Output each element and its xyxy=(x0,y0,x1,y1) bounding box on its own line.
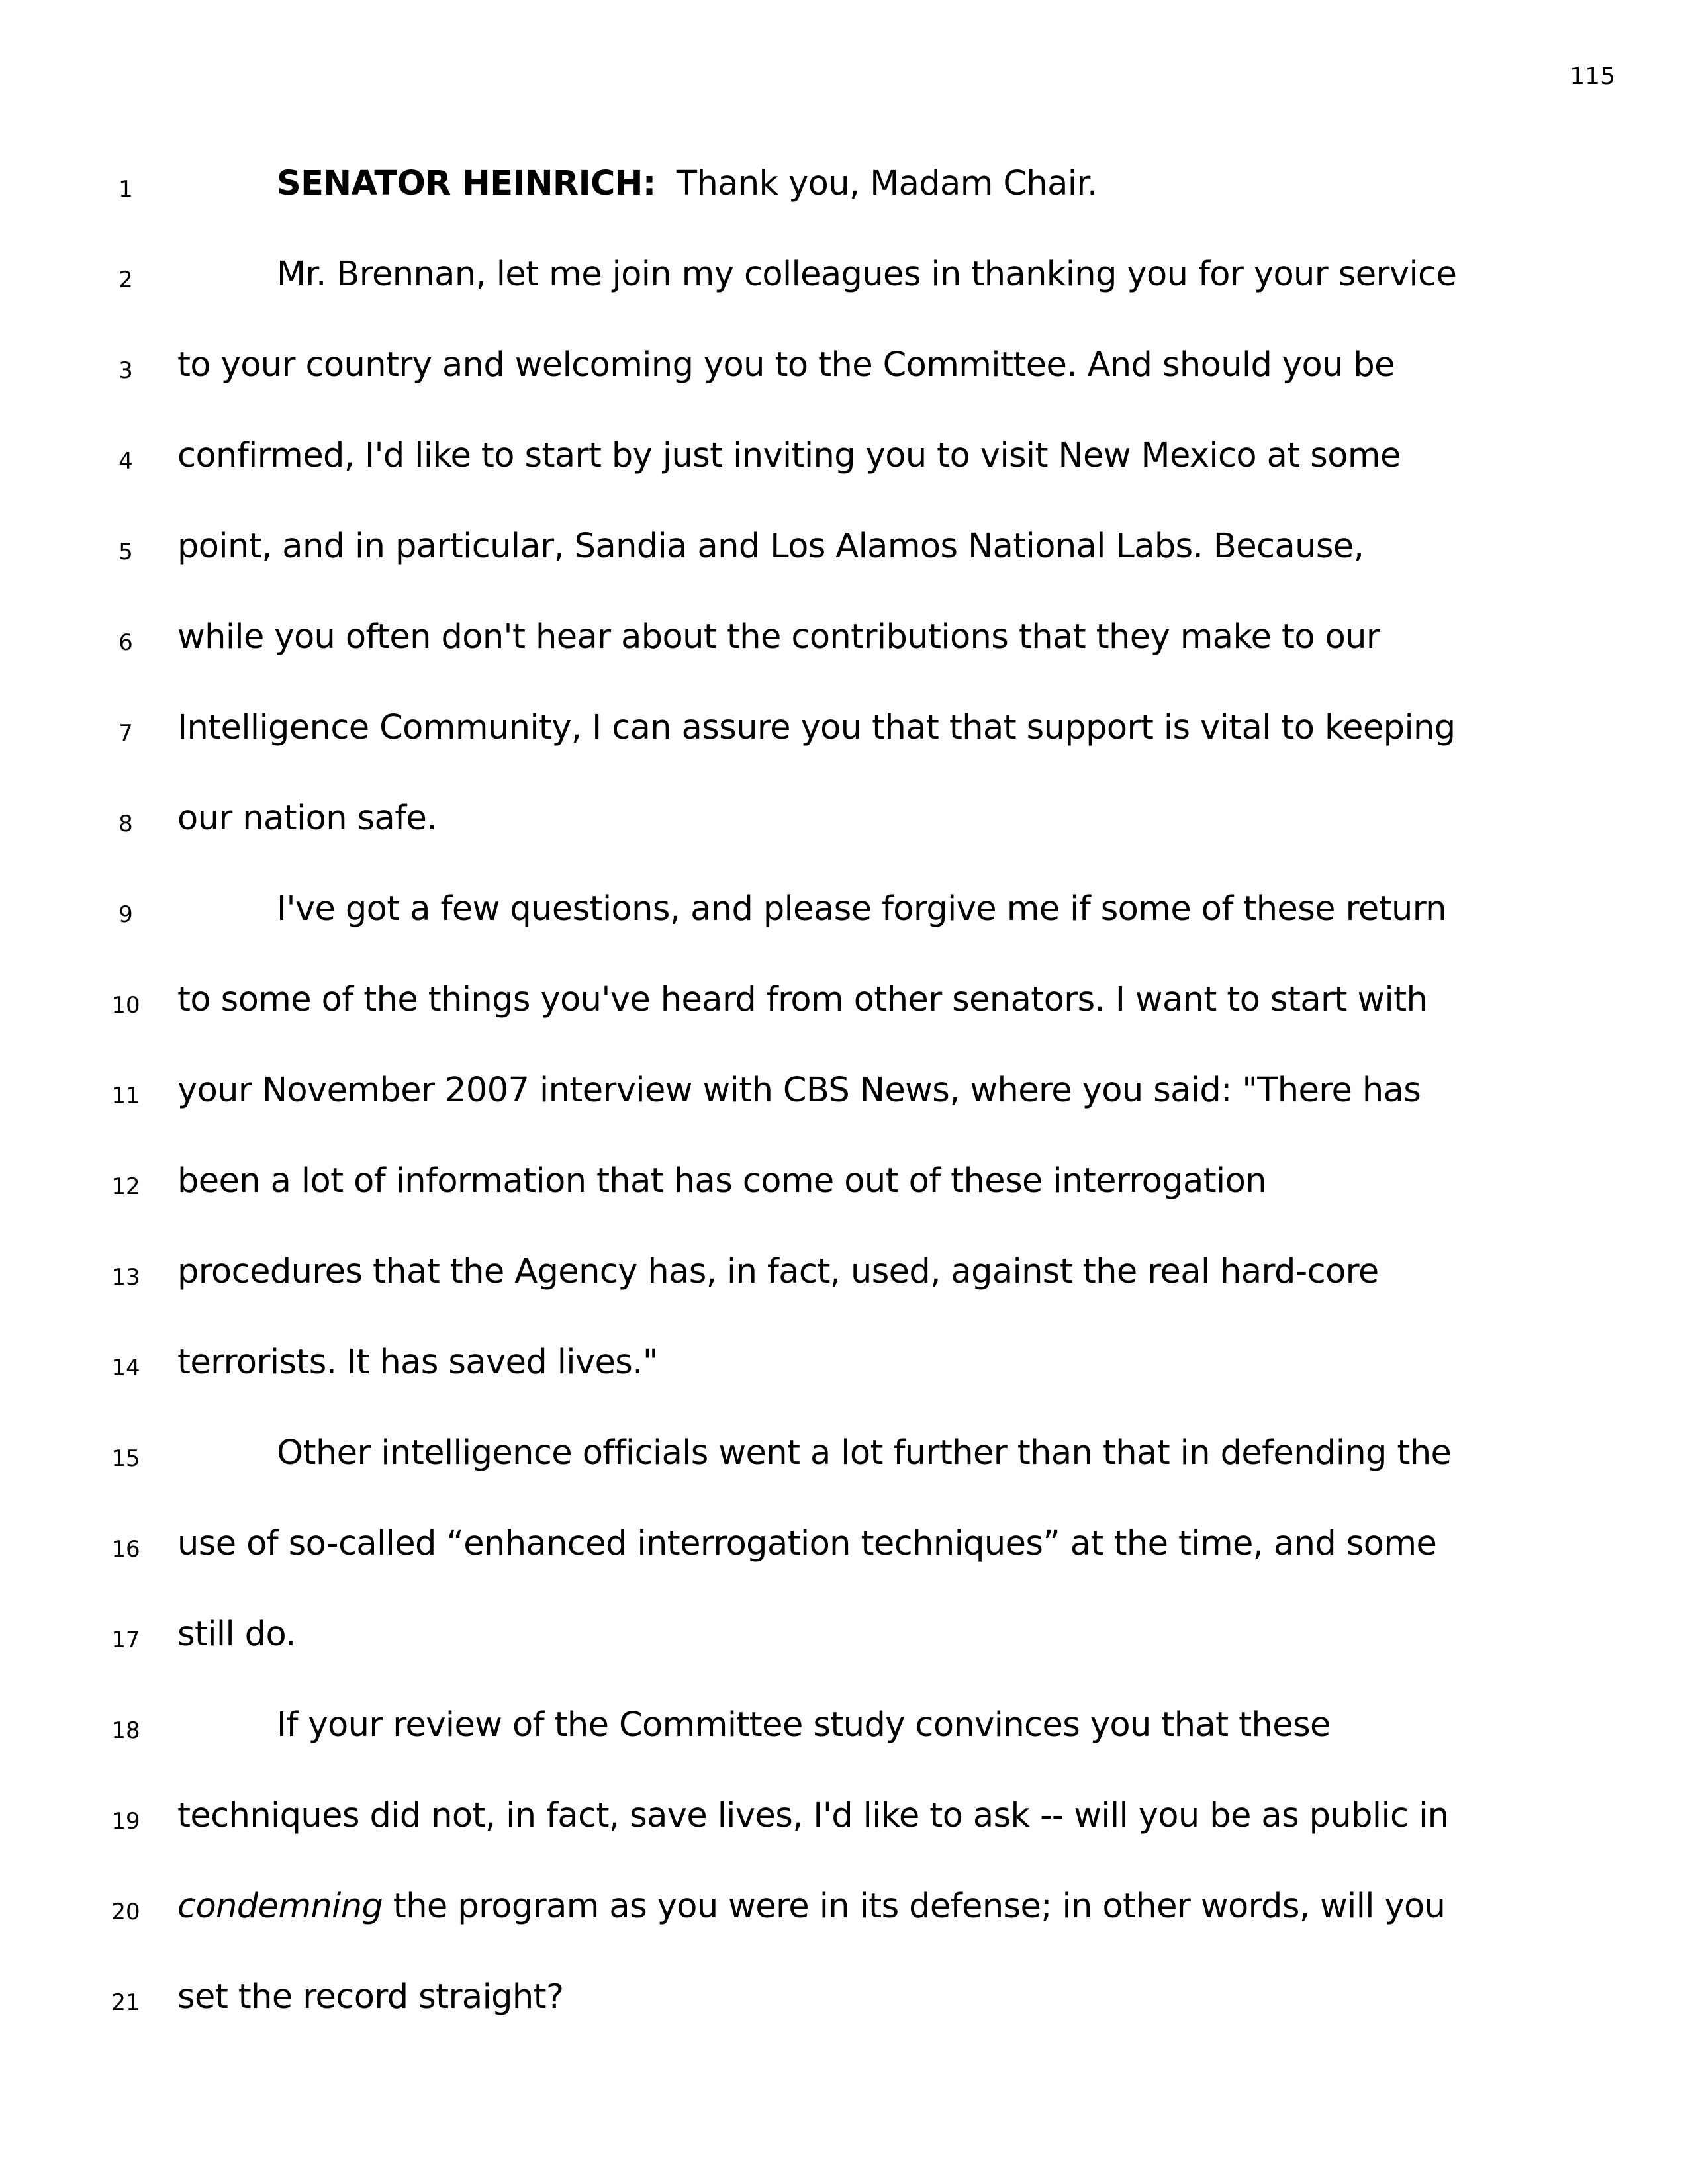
line-text xyxy=(177,1887,1445,1926)
line-text: to some of the things you've heard from other senators. I want to start with xyxy=(177,980,1428,1019)
line-text: use of so-called “enhanced interrogation techniques” at the time, and some xyxy=(177,1524,1437,1563)
transcript-line xyxy=(0,1796,1688,1849)
line-number: 10 xyxy=(111,992,140,1019)
transcript-line xyxy=(0,1252,1688,1305)
transcript-line xyxy=(0,1887,1688,1940)
line-number: 9 xyxy=(118,901,133,928)
line-number: 13 xyxy=(111,1264,140,1291)
transcript-line xyxy=(0,1615,1688,1668)
line-number: 15 xyxy=(111,1445,140,1472)
transcript-line xyxy=(0,345,1688,398)
line-text: to your country and welcoming you to the Committee. And should you be xyxy=(177,345,1395,385)
page-number: 115 xyxy=(1570,63,1615,90)
line-number: 20 xyxy=(111,1899,140,1925)
line-text: confirmed, I'd like to start by just inviting you to visit New Mexico at some xyxy=(177,436,1401,475)
line-number: 2 xyxy=(118,267,133,293)
transcript-line xyxy=(0,889,1688,942)
line-text: Mr. Brennan, let me join my colleagues in thanking you for your service xyxy=(277,255,1457,294)
line-number: 7 xyxy=(118,720,133,747)
line-number: 8 xyxy=(118,811,133,837)
line-text: while you often don't hear about the contributions that they make to our xyxy=(177,617,1380,657)
transcript-line xyxy=(0,527,1688,580)
line-number: 19 xyxy=(111,1808,140,1835)
line-text-content: Thank you, Madam Chair. xyxy=(655,164,1098,203)
line-text: techniques did not, in fact, save lives, I'd like to ask -- will you be as public in xyxy=(177,1796,1449,1835)
line-text: Intelligence Community, I can assure you that that support is vital to keeping xyxy=(177,708,1456,747)
line-text: our nation safe. xyxy=(177,799,437,838)
line-text: your November 2007 interview with CBS News, where you said: "There has xyxy=(177,1071,1421,1110)
transcript-line xyxy=(0,1433,1688,1486)
line-text: procedures that the Agency has, in fact, used, against the real hard-core xyxy=(177,1252,1379,1291)
line-number: 14 xyxy=(111,1355,140,1381)
transcript-line xyxy=(0,1343,1688,1396)
line-text: been a lot of information that has come out of these interrogation xyxy=(177,1161,1266,1201)
transcript-line xyxy=(0,1161,1688,1214)
transcript-line xyxy=(0,980,1688,1033)
emphasized-word: condemning xyxy=(177,1887,383,1926)
line-number: 12 xyxy=(111,1173,140,1200)
transcript-line xyxy=(0,799,1688,852)
line-text: terrorists. It has saved lives." xyxy=(177,1343,658,1382)
line-number: 11 xyxy=(111,1083,140,1109)
transcript-line xyxy=(0,617,1688,670)
line-text: I've got a few questions, and please forgive me if some of these return xyxy=(277,889,1446,929)
line-number: 6 xyxy=(118,629,133,656)
transcript-line xyxy=(0,1706,1688,1758)
line-number: 4 xyxy=(118,448,133,475)
line-number: 16 xyxy=(111,1536,140,1563)
speaker-label: SENATOR HEINRICH: xyxy=(277,164,656,203)
line-number: 3 xyxy=(118,357,133,384)
line-text: point, and in particular, Sandia and Los Alamos National Labs. Because, xyxy=(177,527,1364,566)
transcript-line xyxy=(0,708,1688,761)
transcript-line xyxy=(0,436,1688,489)
transcript-line xyxy=(0,1524,1688,1577)
line-text-content: the program as you were in its defense; in other words, will you xyxy=(383,1887,1446,1926)
line-number: 5 xyxy=(118,539,133,565)
line-text: Other intelligence officials went a lot further than that in defending the xyxy=(277,1433,1452,1473)
transcript-line xyxy=(0,255,1688,308)
line-text: still do. xyxy=(177,1615,296,1654)
line-number: 18 xyxy=(111,1717,140,1744)
line-text: If your review of the Committee study convinces you that these xyxy=(277,1706,1331,1745)
transcript-line xyxy=(0,1978,1688,2030)
line-text xyxy=(277,164,1098,203)
line-number: 17 xyxy=(111,1627,140,1653)
line-number: 21 xyxy=(111,1989,140,2016)
transcript-line xyxy=(0,164,1688,217)
transcript-line xyxy=(0,1071,1688,1124)
line-text: set the record straight? xyxy=(177,1978,564,2017)
line-number: 1 xyxy=(118,176,133,203)
